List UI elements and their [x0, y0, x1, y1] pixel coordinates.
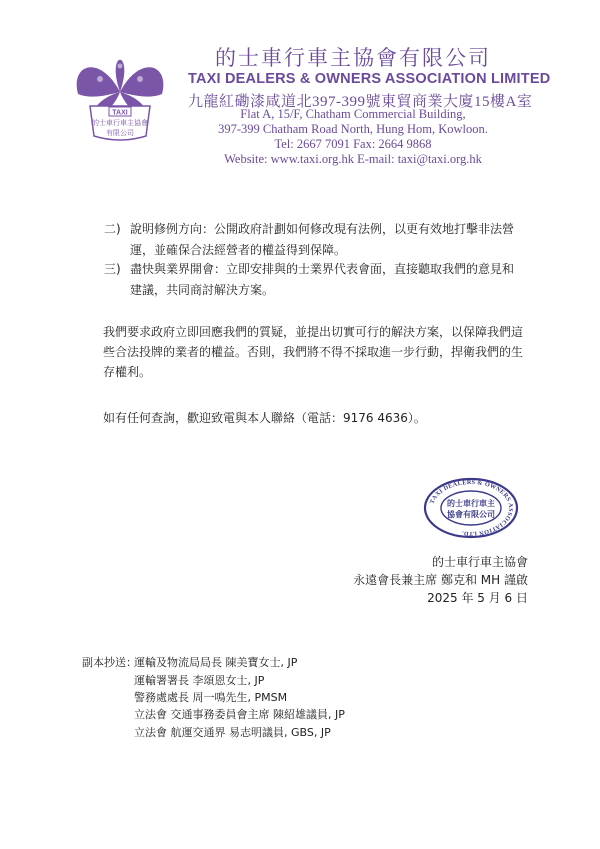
address-english-line1: Flat A, 15/F, Chatham Commercial Building,: [240, 107, 466, 121]
seal-center-line1: 的士車行車主: [447, 499, 495, 508]
logo-ltd-text: 有限公司: [106, 129, 134, 137]
logo-ring-text: 的士車行車主協會: [92, 119, 148, 127]
signature-date: 2025 年 5 月 6 日: [427, 591, 528, 605]
cc-recipient: 立法會 航運交通界 易志明議員, GBS, JP: [134, 726, 331, 739]
contact-paragraph: 如有任何查詢，歡迎致電與本人聯絡（電話：9176 4636）。: [103, 411, 426, 425]
item-text: 盡快與業界開會：立即安排與的士業界代表會面，直接聽取我們的意見和建議，共同商討解決方案。: [130, 262, 515, 297]
list-item: [104, 219, 524, 261]
signature-org: 的士車行車主協會: [431, 555, 528, 569]
cc-recipient: 立法會 交通事務委員會主席 陳紹雄議員, JP: [134, 708, 345, 721]
logo-taxi-text: TAXI: [112, 109, 128, 117]
cc-recipient: 運輸署署長 李頌恩女士, JP: [134, 674, 265, 687]
seal-ring-text: TAXI DEALERS & OWNERS ASSOCIATION LTD.: [428, 478, 515, 538]
item-text: 說明修例方向：公開政府計劃如何修改現有法例，以更有效地打擊非法營運，並確保合法經營者的權益得到保障。: [130, 222, 515, 257]
demand-paragraph: 我們要求政府立即回應我們的質疑，並提出切實可行的解決方案，以保障我們這些合法投牌的業者的權益。否則，我們將不得不採取進一步行動，捍衛我們的生存權利。: [103, 325, 524, 379]
cc-label: 副本抄送：: [82, 656, 137, 669]
address-english-line2: 397-399 Chatham Road North, Hung Hom, Kowloon.: [218, 122, 488, 136]
org-name-chinese: 的士車行車主協會有限公司: [215, 46, 491, 70]
company-seal: [423, 477, 519, 539]
cc-recipient: 警務處處長 周一鳴先生, PMSM: [134, 691, 288, 704]
item-number: 二): [104, 222, 121, 236]
cc-recipient: 運輸及物流局局長 陳美寶女士, JP: [134, 656, 298, 669]
website-email: Website: www.taxi.org.hk E-mail: taxi@taxi.org.hk: [224, 152, 482, 166]
association-logo: [60, 44, 180, 144]
item-number: 三): [104, 262, 121, 276]
list-item: [104, 259, 524, 301]
seal-center-line2: 協會有限公司: [447, 510, 495, 519]
signature-signer: 永遠會長兼主席 鄭克和 MH 謹啟: [353, 573, 528, 587]
tel-fax: Tel: 2667 7091 Fax: 2664 9868: [274, 137, 432, 151]
org-name-english: TAXI DEALERS & OWNERS ASSOCIATION LIMITED: [188, 71, 551, 87]
address-chinese: 九龍紅磡漆咸道北397-399號東貿商業大廈15樓A室: [188, 94, 533, 110]
